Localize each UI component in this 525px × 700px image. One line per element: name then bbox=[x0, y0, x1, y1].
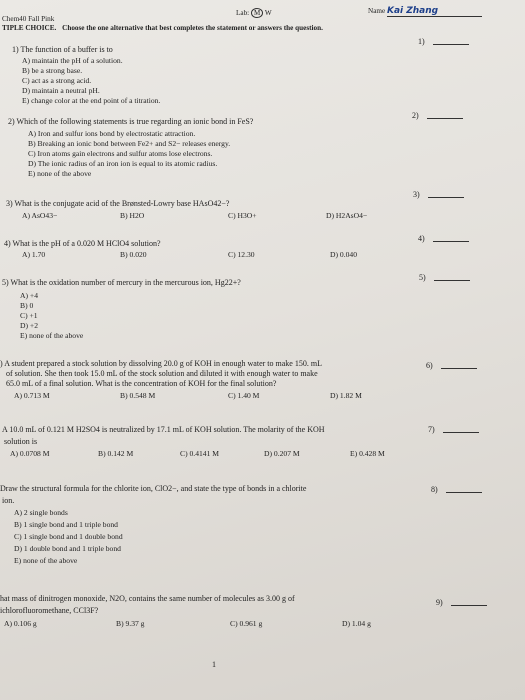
course-title: Chem40 Fall Pink bbox=[2, 15, 55, 23]
q8-option-a: A) 2 single bonds bbox=[14, 508, 68, 517]
answer-blank-2[interactable]: 2) bbox=[412, 111, 463, 120]
answer-blank-6[interactable]: 6) bbox=[426, 361, 477, 370]
q1-option-a: A) maintain the pH of a solution. bbox=[22, 56, 123, 65]
question-7-line-2: solution is bbox=[4, 437, 38, 446]
student-name-handwriting: Kai Zhang bbox=[386, 6, 439, 16]
q4-option-d: D) 0.040 bbox=[330, 250, 357, 259]
q3-option-b: B) H2O bbox=[120, 211, 145, 220]
q7-option-b: B) 0.142 M bbox=[98, 449, 134, 458]
question-4: 4) What is the pH of a 0.020 M HClO4 solution? bbox=[4, 239, 161, 248]
answer-blank-1[interactable]: 1) bbox=[418, 37, 469, 46]
q7-option-a: A) 0.0708 M bbox=[10, 449, 50, 458]
lab-selection bbox=[236, 8, 272, 18]
section-heading bbox=[2, 24, 323, 32]
q1-option-b: B) be a strong base. bbox=[22, 66, 83, 75]
name-field bbox=[368, 6, 482, 17]
question-8-line-2: ion. bbox=[2, 496, 15, 505]
q9-option-b: B) 9.37 g bbox=[116, 619, 145, 628]
lab-label: Lab: bbox=[236, 9, 250, 17]
q3-option-d: D) H2AsO4− bbox=[326, 211, 368, 220]
q6-option-d: D) 1.82 M bbox=[330, 391, 362, 400]
lab-circled-choice: M bbox=[251, 8, 263, 18]
answer-blank-7[interactable]: 7) bbox=[428, 425, 479, 434]
q2-option-c: C) Iron atoms gain electrons and sulfur atoms lose electrons. bbox=[28, 149, 213, 158]
answer-blank-3[interactable]: 3) bbox=[413, 190, 464, 199]
q4-option-c: C) 12.30 bbox=[228, 250, 255, 259]
q6-option-c: C) 1.40 M bbox=[228, 391, 260, 400]
q8-option-b: B) 1 single bond and 1 triple bond bbox=[14, 520, 118, 529]
question-6-line-2: of solution. She then took 15.0 mL of the stock solution and diluted it with enough water to make bbox=[6, 369, 318, 378]
q6-option-b: B) 0.548 M bbox=[120, 391, 156, 400]
q7-option-d: D) 0.207 M bbox=[264, 449, 300, 458]
q5-option-a: A) +4 bbox=[20, 291, 38, 300]
q1-option-d: D) maintain a neutral pH. bbox=[22, 86, 100, 95]
q7-option-c: C) 0.4141 M bbox=[180, 449, 220, 458]
q8-option-c: C) 1 single bond and 1 double bond bbox=[14, 532, 123, 541]
question-3: 3) What is the conjugate acid of the Brønsted-Lowry base HAsO42−? bbox=[6, 199, 230, 208]
q8-option-d: D) 1 double bond and 1 triple bond bbox=[14, 544, 121, 553]
answer-blank-8[interactable]: 8) bbox=[431, 485, 482, 494]
q9-option-c: C) 0.961 g bbox=[230, 619, 263, 628]
question-6: ) A student prepared a stock solution by dissolving 20.0 g of KOH in enough water to make 150. mL bbox=[0, 359, 322, 368]
q1-option-e: E) change color at the end point of a titration. bbox=[22, 96, 161, 105]
q3-option-a: A) AsO43− bbox=[22, 211, 58, 220]
answer-blank-5[interactable]: 5) bbox=[419, 273, 470, 282]
lab-option-w: W bbox=[264, 9, 272, 17]
question-7: A 10.0 mL of 0.121 M H2SO4 is neutralized by 17.1 mL of KOH solution. The molarity of the KOH bbox=[2, 425, 325, 434]
q2-option-a: A) Iron and sulfur ions bond by electrostatic attraction. bbox=[28, 129, 196, 138]
q5-option-c: C) +1 bbox=[20, 311, 38, 320]
q8-option-e: E) none of the above bbox=[14, 556, 78, 565]
q1-option-c: C) act as a strong acid. bbox=[22, 76, 92, 85]
question-9-line-2: ichlorofluoromethane, CCl3F? bbox=[0, 606, 99, 615]
q4-option-a: A) 1.70 bbox=[22, 250, 46, 259]
page-number: 1 bbox=[212, 660, 216, 669]
q3-option-c: C) H3O+ bbox=[228, 211, 257, 220]
q7-option-e: E) 0.428 M bbox=[350, 449, 385, 458]
q4-option-b: B) 0.020 bbox=[120, 250, 147, 259]
name-line bbox=[387, 6, 482, 17]
question-2: 2) Which of the following statements is true regarding an ionic bond in FeS? bbox=[8, 117, 254, 126]
section-title: TIPLE CHOICE. bbox=[2, 24, 57, 32]
answer-blank-9[interactable]: 9) bbox=[436, 598, 487, 607]
name-label: Name bbox=[368, 7, 386, 15]
q5-option-e: E) none of the above bbox=[20, 331, 84, 340]
answer-blank-4[interactable]: 4) bbox=[418, 234, 469, 243]
q2-option-d: D) The ionic radius of an iron ion is equal to its atomic radius. bbox=[28, 159, 218, 168]
q5-option-d: D) +2 bbox=[20, 321, 38, 330]
q9-option-a: A) 0.106 g bbox=[4, 619, 37, 628]
question-9: hat mass of dinitrogen monoxide, N2O, contains the same number of molecules as 3.00 g of bbox=[0, 594, 295, 603]
question-8: Draw the structural formula for the chlorite ion, ClO2−, and state the type of bonds in a chlorite bbox=[0, 484, 307, 493]
question-1: 1) The function of a buffer is to bbox=[12, 45, 113, 54]
q2-option-b: B) Breaking an ionic bond between Fe2+ and S2− releases energy. bbox=[28, 139, 231, 148]
q5-option-b: B) 0 bbox=[20, 301, 34, 310]
q9-option-d: D) 1.04 g bbox=[342, 619, 371, 628]
question-6-line-3: 65.0 mL of a final solution. What is the concentration of KOH for the final solution? bbox=[6, 379, 277, 388]
instructions: Choose the one alternative that best completes the statement or answers the question. bbox=[62, 24, 323, 32]
question-5: 5) What is the oxidation number of mercury in the mercurous ion, Hg22+? bbox=[2, 278, 241, 287]
q2-option-e: E) none of the above bbox=[28, 169, 92, 178]
q6-option-a: A) 0.713 M bbox=[14, 391, 50, 400]
